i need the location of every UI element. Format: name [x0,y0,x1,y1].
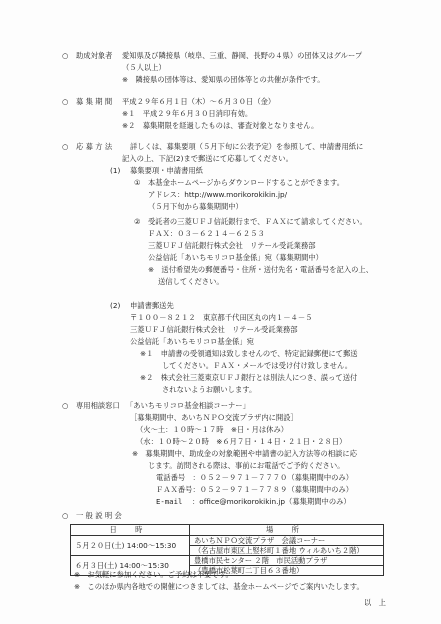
eligibility-note: ※ 隣接県の団体等は、愛知県の団体等との共催が条件です。 [122,75,325,84]
table-row [71,556,384,566]
mailing-account: 公益信託「あいちモリコロ基金係」宛 [130,337,254,346]
fax-number: ＦＡＸ：０３－６２１４－６２５３ [148,229,265,238]
sub2-number: (2) [110,301,121,310]
website-address[interactable]: アドレス：http://www.morikorokikin.jp/ [148,190,288,199]
end-mark: 以 上 [364,598,386,607]
apply-label: 応 募 方 法 [76,142,113,151]
briefing-note-2: ※ このほか県内各地での開催につきましては、基金ホームページでご案内いたします。 [74,582,364,591]
bullet-briefing: ○ [62,511,69,520]
consult-email[interactable]: ：office@morikorokikin.jp（募集期間中のみ） [192,497,351,506]
briefing-table [70,524,384,579]
session-venue: あいちＮＰＯ交流プラザ 会議コーナー [190,536,384,546]
consult-place: ［募集期間中、あいちＮＰＯ交流プラザ内に開設］ [130,413,298,422]
mail-note-2: ※２ 株式会社三菱東京ＵＦＪ銀行とは別法人につき、誤って送付 [140,373,358,382]
period-text: 平成２９年６月１日（木）～６月３０日（金） [122,97,276,106]
item-1-text: 本基金ホームページからダウンロードすることができます。 [148,178,345,187]
item-2-text: 受託者の三菱ＵＦＪ信託銀行まで、ＦＡＸにて請求してください。 [148,217,367,226]
item-2-note: ※ 送付希望先の郵便番号・住所・送付先名・電話番号を記入の上、 [148,265,374,274]
session-venue-address: （名古屋市東区上竪杉町１番地 ウィルあいち２階） [190,546,384,556]
eligibility-label: 助成対象者 [76,51,113,60]
mailing-address: 〒１００－８２１２ 東京都千代田区丸の内１－４－５ [130,313,313,322]
consult-note-2: じます。訪問される際は、事前にお電話でご予約ください。 [148,461,345,470]
period-label: 募 集 期 間 [76,97,113,106]
briefing-label: 一 般 説 明 会 [76,511,122,520]
bullet-consult: ○ [62,401,69,410]
period-note-1: ※１ 平成２９年６月３０日消印有効。 [122,109,253,118]
mailing-department: 三菱ＵＦＪ信託銀行株式会社 リテール受託業務部 [130,325,298,334]
eligibility-text-2: （５人以上） [122,63,166,72]
bullet-eligibility: ○ [62,51,69,60]
period-note-2: ※２ 募集期限を経過したものは、審査対象となりません。 [122,121,319,130]
header-date: 日 時 [71,525,190,536]
item-2-note-2: 送信してください。 [158,277,224,286]
item-1-note: （５月下旬から募集期間中） [148,202,243,211]
bullet-period: ○ [62,97,69,106]
briefing-note-1: ※ お気軽に参加ください。ご予約は不要です。 [74,570,233,579]
consult-hours-2: （水：１０時～２０時 ※６月７日・１４日・２１日・２８日） [136,437,347,446]
sub1-title: 募集要項・申請書用紙 [130,166,203,175]
apply-intro-2: 記入の上、下記(2)まで郵送にて応募してください。 [122,154,293,163]
eligibility-text: 愛知県及び隣接県（岐阜、三重、静岡、長野の４県）の団体又はグループ [122,51,363,60]
consult-label: 専用相談窓口 [76,401,120,410]
session-venue-address: （豊橋市松葉町二丁目６３番地） [190,566,384,576]
mail-note-1: ※１ 申請書の受領通知は致しませんので、特定記録郵便にて郵送 [140,349,358,358]
bank-department: 三菱ＵＦＪ信託銀行株式会社 リテール受託業務部 [148,241,316,250]
session-date: ６月３日(土) 14:00～15:30 [71,556,190,576]
session-date: ５月２０日(土) 14:00～15:30 [71,536,190,556]
session-venue: 豊橋市民センター ２階 市民活動プラザ [190,556,384,566]
item-2-mark: ② [134,217,141,226]
sub2-title: 申請書郵送先 [130,301,174,310]
consult-email-label: E-mail [156,497,183,506]
trust-account: 公益信託「あいちモリコロ基金係」宛（募集期間中） [148,253,323,262]
table-header-row [71,525,384,536]
apply-intro: 詳しくは、募集要項（５月下旬に公表予定）を参照して、申請書用紙に [130,142,364,151]
bullet-apply: ○ [62,142,69,151]
mail-note-2b: されないようお願いします。 [162,385,257,394]
consult-hours-1: （火～土：１０時～１７時 ※日・月は休み） [136,425,289,434]
mail-note-1b: してください。ＦＡＸ・メールでは受け付け致しません。 [162,361,353,370]
consult-phone: 電話番号 ：０５２－９７１－７７７０（募集期間中のみ） [156,473,354,482]
consult-note: ※ 募集期間中、助成金の対象範囲や申請書の記入方法等の相談に応 [132,449,358,458]
consult-fax: ＦＡＸ番号：０５２－９７１－７７８９（募集期間中のみ） [156,485,354,494]
header-place: 場 所 [190,525,384,536]
table-row [71,536,384,546]
item-1-mark: ① [134,178,141,187]
sub1-number: (1) [110,166,121,175]
consult-name: 「あいちモリコロ基金相談コーナー」 [126,401,250,410]
